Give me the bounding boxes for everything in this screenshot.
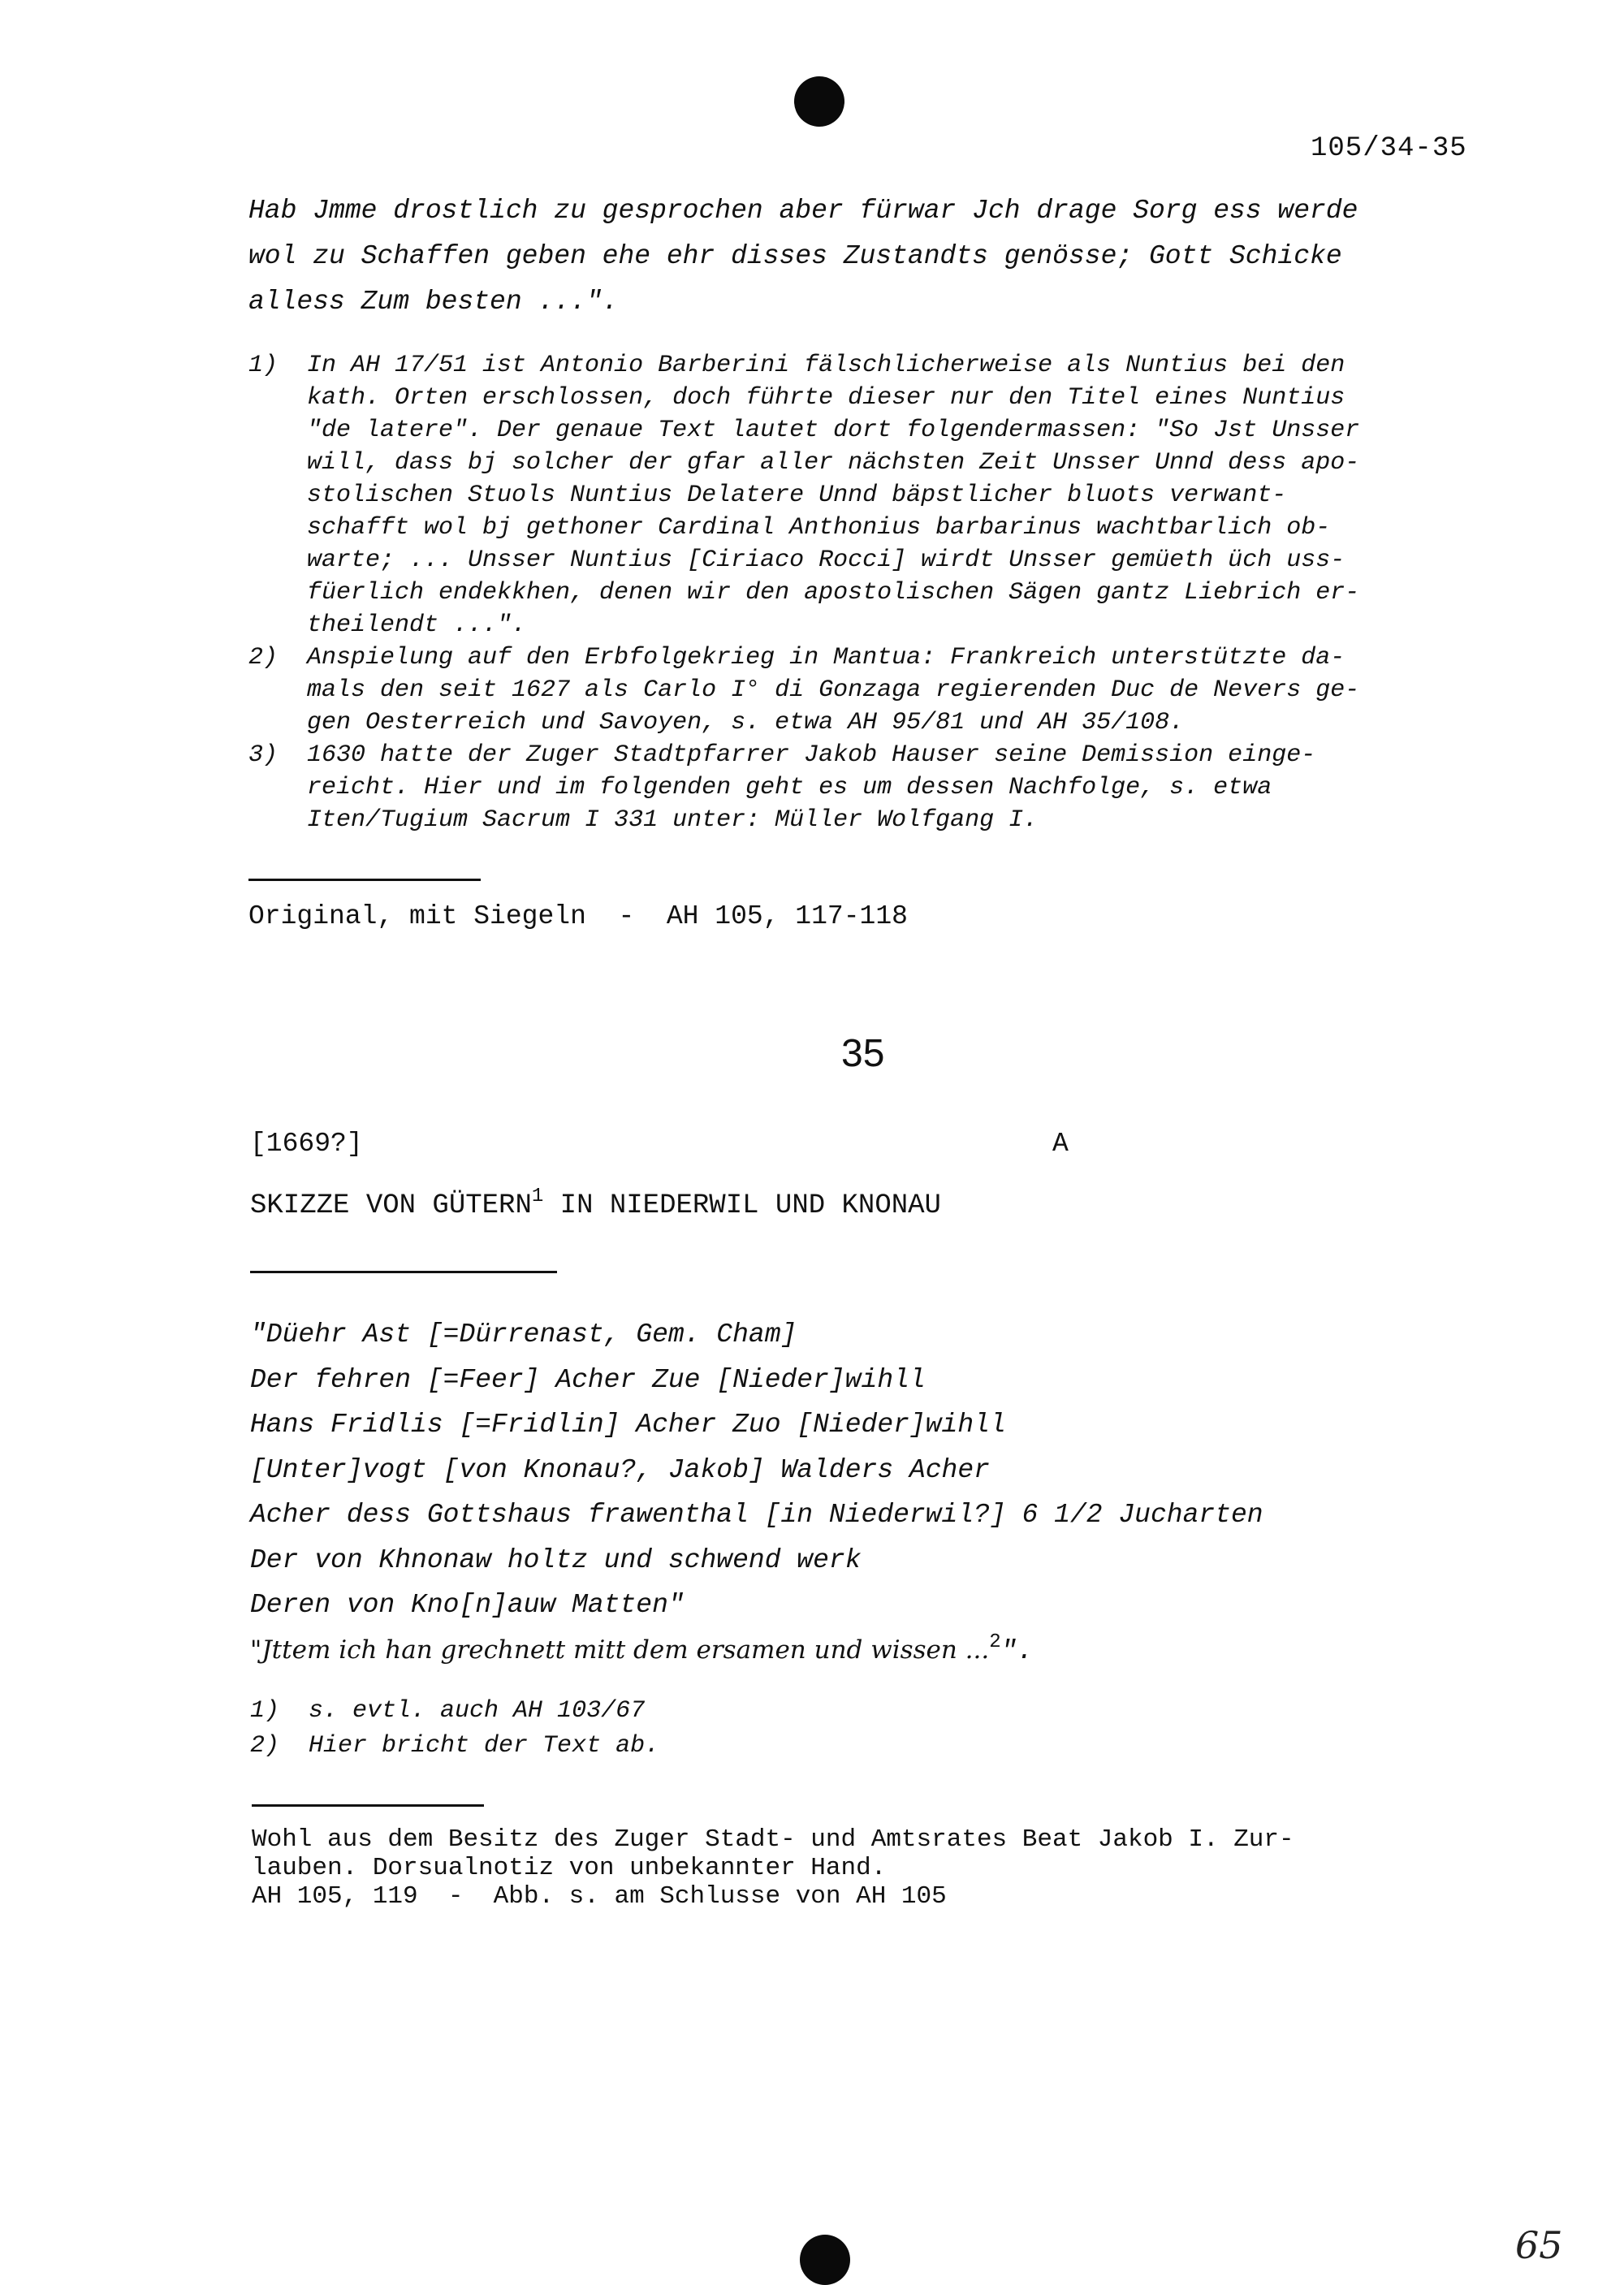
footnotes-doc34 [248,349,1499,836]
footnote-line: will, dass bj solcher der gfar aller nächsten Zeit Unsser Unnd dess apo- [307,449,1360,477]
title-footnote-ref: 1 [531,1186,544,1207]
page-number: 65 [1515,2223,1563,2267]
document-date: [1669?] [250,1129,363,1159]
document-title [250,1186,941,1221]
footnote-number: 3) [248,741,279,769]
footnote-line: theilendt ...". [307,611,527,639]
footnote-number: 2) [248,644,279,672]
handwritten-text: "Jttem ich han grechnett mitt dem ersamen und wissen ... [250,1635,990,1665]
intro-quote [248,188,1499,325]
title-text: IN NIEDERWIL UND KNONAU [543,1190,941,1221]
sketch-line: [Unter]vogt [von Knonau?, Jakob] Walders Acher [250,1454,990,1485]
footnote-line: "de latere". Der genaue Text lautet dort folgendermassen: "So Jst Unsser [307,417,1360,444]
divider-rule [248,879,481,881]
footnote-line: schafft wol bj gethoner Cardinal Anthonius barbarinus wachtbarlich ob- [307,514,1331,542]
divider-rule [250,1271,557,1273]
footnote-line: gen Oesterreich und Savoyen, s. etwa AH 95/81 und AH 35/108. [307,709,1185,736]
sketch-line: Der von Khnonaw holtz und schwend werk [250,1544,862,1575]
provenance-line: AH 105, 119 - Abb. s. am Schlusse von AH 105 [252,1882,947,1911]
provenance-line: lauben. Dorsualnotiz von unbekannter Hand. [252,1854,887,1882]
document-reference: 105/34-35 [1311,133,1467,164]
footnote-line: stolischen Stuols Nuntius Delatere Unnd bäpstlicher bluots verwant- [307,482,1287,509]
provenance-line: Wohl aus dem Besitz des Zuger Stadt- und Amtsrates Beat Jakob I. Zur- [252,1825,1294,1854]
footnote-line: kath. Orten erschlossen, doch führte dieser nur den Titel eines Nuntius [307,384,1345,412]
provenance-note [252,1825,1518,1911]
handwritten-end: ". [1000,1635,1034,1666]
sketch-line: Hans Fridlis [=Fridlin] Acher Zuo [Nieder]wihll [250,1410,1006,1440]
sketch-line: Acher dess Gottshaus frawenthal [in Niederwil?] 6 1/2 Jucharten [250,1500,1263,1530]
punch-hole-bottom [800,2235,850,2285]
sketch-transcription [250,1312,1501,1674]
footnote-line: Anspielung auf den Erbfolgekrieg in Mantua: Frankreich unterstützte da- [307,644,1345,672]
footnote-3 [248,739,1499,836]
footnotes-doc35 [250,1694,659,1764]
footnote-line: 1630 hatte der Zuger Stadtpfarrer Jakob Hauser seine Demission einge- [307,741,1316,769]
source-note: Original, mit Siegeln - AH 105, 117-118 [248,901,908,931]
footnote-line: Iten/Tugium Sacrum I 331 unter: Müller Wolfgang I. [307,806,1039,834]
document-letter: A [1052,1129,1069,1159]
footnote-line: In AH 17/51 ist Antonio Barberini fälschlicherweise als Nuntius bei den [307,352,1345,379]
handwritten-footnote-ref: 2 [989,1631,1001,1653]
punch-hole-top [794,76,844,127]
footnote-line: 2) Hier bricht der Text ab. [250,1732,660,1760]
sketch-line: Der fehren [=Feer] Acher Zue [Nieder]wihll [250,1364,926,1395]
sketch-line: "Düehr Ast [=Dürrenast, Gem. Cham] [250,1320,797,1350]
handwritten-line [250,1628,1501,1674]
document-number: 35 [841,1032,885,1075]
footnote-1 [248,349,1499,641]
intro-line: wol zu Schaffen geben ehe ehr disses Zustandts genösse; Gott Schicke [248,241,1342,271]
footnote-2 [248,641,1499,739]
sketch-line: Deren von Kno[n]auw Matten" [250,1590,685,1620]
footnote-line: reicht. Hier und im folgenden geht es um dessen Nachfolge, s. etwa [307,774,1272,801]
title-text: SKIZZE VON GÜTERN [250,1190,532,1221]
footnote-line: füerlich endekkhen, denen wir den apostolischen Sägen gantz Liebrich er- [307,579,1360,607]
intro-line: Hab Jmme drostlich zu gesprochen aber fürwar Jch drage Sorg ess werde [248,196,1358,226]
footnote-line: 1) s. evtl. auch AH 103/67 [250,1697,646,1725]
intro-line: alless Zum besten ...". [248,287,619,317]
footnote-line: warte; ... Unsser Nuntius [Ciriaco Rocci] wirdt Unsser gemüeth üch uss- [307,546,1345,574]
footnote-number: 1) [248,352,279,379]
footnote-line: mals den seit 1627 als Carlo I° di Gonzaga regierenden Duc de Nevers ge- [307,676,1360,704]
divider-rule [252,1804,484,1807]
